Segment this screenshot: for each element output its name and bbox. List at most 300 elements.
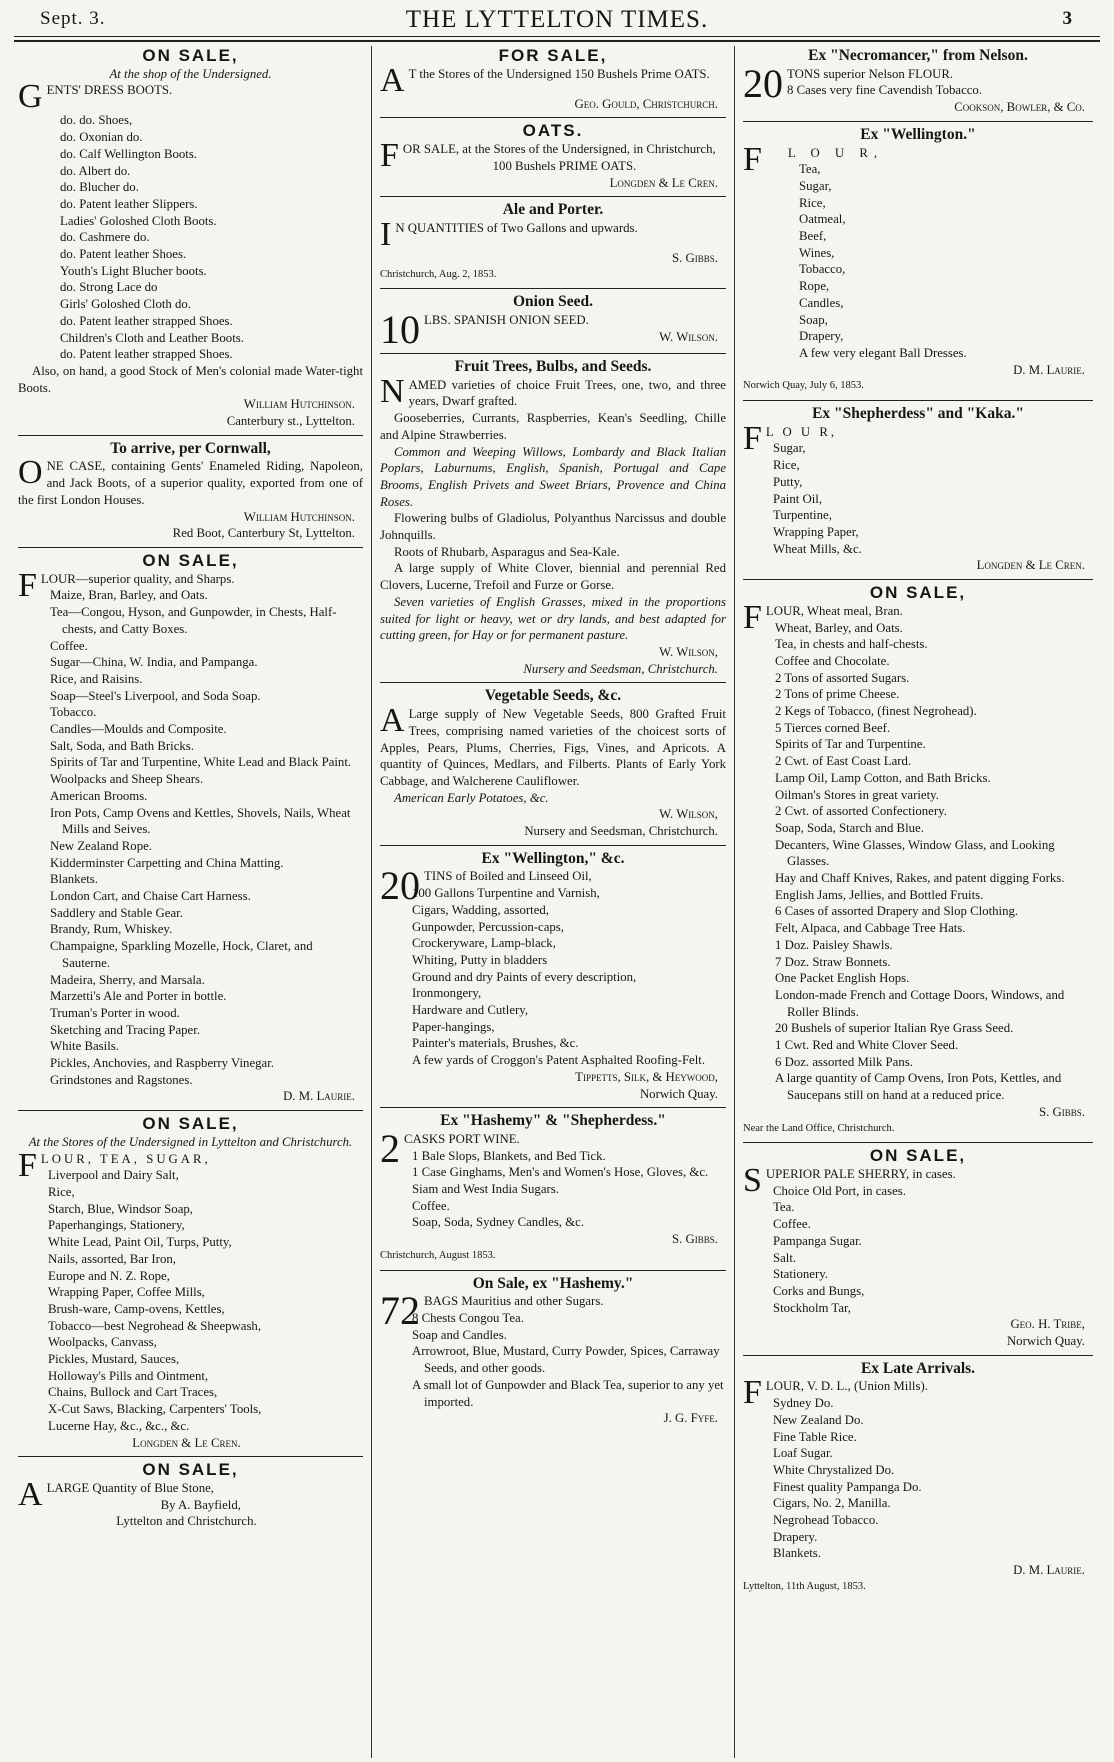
list-item: Candles,	[799, 295, 844, 310]
item-list	[380, 1148, 726, 1232]
advertiser-name: William Hutchinson.	[243, 397, 355, 412]
ad-heading: Ale and Porter.	[502, 201, 604, 219]
ad-heading: FOR SALE,	[498, 46, 608, 65]
advertiser-name: Longden & Le Cren.	[976, 558, 1085, 573]
list-item: Decanters, Wine Glasses, Window Glass, and Looking Glasses.	[775, 837, 1055, 869]
ad-rule	[18, 1456, 363, 1457]
advertiser-name: Geo. H. Tribe,	[1010, 1317, 1085, 1332]
list-item: Cigars, Wadding, assorted,	[412, 902, 549, 917]
list-item: Tea, in chests and half-chests.	[775, 637, 928, 652]
ad-text: T the Stores of the Undersigned 150 Bushels Prime OATS.	[408, 66, 710, 81]
list-item: 2 Tons of assorted Sugars.	[775, 670, 910, 685]
ad-flour-gibbs	[743, 585, 1093, 1137]
ad-rule	[380, 196, 726, 197]
list-item: London Cart, and Chaise Cart Harness.	[50, 889, 251, 904]
list-item: do. Albert do.	[60, 163, 131, 178]
item-list	[380, 1310, 726, 1410]
drop-cap: 10	[380, 307, 420, 353]
list-item: Sketching and Tracing Paper.	[50, 1022, 200, 1037]
ad-first-line: L O U R,	[765, 424, 838, 439]
ad-stores-longden	[18, 1116, 363, 1451]
ad-heading: Ex "Shepherdess" and "Kaka."	[812, 405, 1024, 423]
ad-date: Norwich Quay, July 6, 1853.	[743, 380, 864, 392]
advertiser-name: Tippetts, Silk, & Heywood,	[575, 1069, 718, 1084]
list-item: Salt.	[773, 1250, 797, 1265]
list-item: Nails, assorted, Bar Iron,	[48, 1251, 176, 1266]
drop-cap: A	[18, 1475, 43, 1513]
item-list	[743, 440, 1093, 557]
drop-cap: I	[380, 215, 392, 253]
advertiser-name: Cookson, Bowler, & Co.	[954, 100, 1085, 115]
list-item: Brandy, Rum, Whiskey.	[50, 922, 173, 937]
list-item: 8 Chests Congou Tea.	[412, 1311, 524, 1325]
drop-cap: O	[18, 454, 43, 492]
list-item: do. Cashmere do.	[60, 230, 150, 245]
ad-heading: Ex "Wellington."	[860, 125, 976, 143]
list-item: do. do. Shoes,	[60, 113, 133, 128]
advertiser-name: W. Wilson,	[659, 644, 718, 659]
list-item: do. Calf Wellington Boots.	[60, 146, 198, 161]
list-item: Madeira, Sherry, and Marsala.	[50, 972, 205, 987]
ad-text: OR SALE, at the Stores of the Undersigned, in Christchurch,	[402, 142, 716, 157]
list-item: Paperhangings, Stationery,	[48, 1218, 185, 1233]
list-item: Soap and Candles.	[412, 1327, 507, 1342]
ad-rule	[380, 117, 726, 118]
ad-first-line: LARGE Quantity of Blue Stone,	[46, 1480, 214, 1495]
list-item: 1 Bale Slops, Blankets, and Bed Tick.	[412, 1148, 606, 1163]
drop-cap: F	[743, 140, 762, 178]
list-item: Painter's materials, Brushes, &c.	[412, 1036, 579, 1051]
drop-cap: 20	[380, 863, 420, 909]
drop-cap: A	[380, 702, 405, 740]
list-item: Tea—Congou, Hyson, and Gunpowder, in Chests, Half-chests, and Catty Boxes.	[50, 605, 337, 636]
list-item: Lucerne Hay, &c., &c., &c.	[48, 1418, 190, 1433]
list-item: Rice,	[799, 195, 826, 210]
ad-note: Also, on hand, a good Stock of Men's colonial made Water-tight Boots.	[18, 363, 363, 395]
ad-heading: ON SALE,	[142, 1114, 239, 1134]
drop-cap: F	[18, 1146, 37, 1184]
list-item: Felt, Alpaca, and Cabbage Tree Hats.	[775, 921, 966, 936]
ad-first-line: BAGS Mauritius and other Sugars.	[424, 1294, 604, 1309]
list-item: Fine Table Rice.	[773, 1429, 857, 1444]
ad-late-arrivals	[743, 1361, 1093, 1596]
advertiser-name: D. M. Laurie.	[1013, 1563, 1085, 1578]
ad-ex-wellington	[380, 851, 726, 1103]
ad-text: N QUANTITIES of Two Gallons and upwards.	[395, 220, 638, 235]
advertiser-name: Longden & Le Cren.	[132, 1435, 241, 1450]
ad-paragraph: A large supply of White Clover, biennial and perennial Red Clovers, Lucerne, Trefoil and Furze or Gorse.	[380, 561, 726, 593]
column-3	[743, 46, 1093, 1758]
list-item: 2 Cwt. of assorted Confectionery.	[775, 804, 947, 819]
list-item: Hardware and Cutlery,	[412, 1003, 529, 1018]
ad-oats	[380, 123, 726, 191]
item-list	[18, 1167, 363, 1434]
list-item: 1 Case Ginghams, Men's and Women's Hose, Gloves, &c.	[412, 1165, 709, 1180]
list-item: Sugar—China, W. India, and Pampanga.	[50, 655, 258, 670]
ad-heading: ON SALE,	[869, 583, 967, 603]
ad-first-line: TINS of Boiled and Linseed Oil,	[424, 869, 592, 884]
list-item: Coffee.	[412, 1198, 450, 1213]
drop-cap: F	[743, 419, 762, 457]
list-item: Negrohead Tobacco.	[773, 1513, 879, 1528]
ad-line: 8 Cases very fine Cavendish Tobacco.	[787, 83, 983, 98]
list-item: Ladies' Goloshed Cloth Boots.	[60, 213, 217, 228]
list-item: Drapery,	[799, 329, 844, 344]
ad-first-line: ENTS' DRESS BOOTS.	[46, 83, 173, 98]
list-item: do. Patent leather strapped Shoes.	[60, 313, 233, 328]
ad-fruit-trees	[380, 359, 726, 677]
list-item: Chains, Bullock and Cart Traces,	[48, 1385, 218, 1400]
drop-cap: 2	[380, 1125, 400, 1171]
ad-vegetable-seeds	[380, 688, 726, 839]
list-item: Oatmeal,	[799, 212, 846, 227]
ad-heading: Onion Seed.	[512, 293, 594, 311]
list-item: 2 Cwt. of East Coast Lard.	[775, 754, 912, 769]
list-item: Coffee.	[50, 638, 88, 653]
ad-subheading: At the Stores of the Undersigned in Lyttelton and Christchurch.	[28, 1134, 353, 1149]
list-item: Arrowroot, Blue, Mustard, Curry Powder, Spices, Carraway Seeds, and other goods.	[412, 1344, 720, 1376]
advertiser-address: Norwich Quay.	[1006, 1334, 1085, 1349]
list-item: Siam and West India Sugars.	[412, 1182, 559, 1197]
list-item: 2 Tons of prime Cheese.	[775, 687, 900, 702]
ad-paragraph: Large supply of New Vegetable Seeds, 800 Grafted Fruit Trees, comprising named varieties of the choicest sorts of Apples, Pears, Plums, Cherries, Figs, Vines, and Apricots. A quantity of Quinces, Medlars, and Filberts. Plants of Early York Cabbage, and Walcherene Cauliflower.	[380, 707, 726, 788]
list-item: Pickles, Mustard, Sauces,	[48, 1352, 180, 1367]
ad-heading: Fruit Trees, Bulbs, and Seeds.	[454, 358, 652, 376]
advertiser-name: Geo. Gould, Christchurch.	[574, 96, 718, 111]
list-item: Coffee and Chocolate.	[775, 653, 890, 668]
list-item: Truman's Porter in wood.	[50, 1005, 180, 1020]
drop-cap: F	[380, 137, 399, 175]
ad-boots-on-sale	[18, 48, 363, 430]
list-item: A small lot of Gunpowder and Black Tea, superior to any yet imported.	[412, 1377, 724, 1409]
ad-paragraph: Seven varieties of English Grasses, mixed in the proportions suited for light or heavy, wet or dry lands, and best adapted for cutting green, for Hay or for permanent pasture.	[380, 594, 726, 643]
list-item: Tea,	[799, 162, 821, 177]
list-item: Tobacco—best Negrohead & Sheepwash,	[48, 1318, 262, 1333]
ad-paragraph: Gooseberries, Currants, Raspberries, Kean's Seedling, Chille and Alpine Strawberries.	[380, 411, 726, 442]
advertiser-name: S. Gibbs.	[672, 1232, 718, 1247]
list-item: Rice,	[773, 458, 800, 473]
list-item: Youth's Light Blucher boots.	[60, 263, 207, 278]
list-item: Pickles, Anchovies, and Raspberry Vinegar.	[50, 1056, 274, 1071]
ad-heading: On Sale, ex "Hashemy."	[472, 1274, 634, 1292]
list-item: Drapery.	[773, 1529, 818, 1544]
advertiser-name: D. M. Laurie.	[283, 1089, 355, 1104]
ad-date: Christchurch, Aug. 2, 1853.	[380, 268, 497, 280]
column-divider	[371, 46, 372, 1758]
item-list	[18, 112, 363, 363]
ad-rule	[380, 353, 726, 354]
ad-paragraph: Common and Weeping Willows, Lombardy and Black Italian Poplars, Laburnums, English, Spanish, Portugal and Cape Brooms, English Privets and Sweet Briars, Provence and China Roses.	[380, 444, 726, 509]
ad-heading: ON SALE,	[142, 46, 239, 65]
list-item: Beef,	[799, 229, 827, 244]
list-item: Crockeryware, Lamp-black,	[412, 936, 556, 951]
drop-cap: 20	[743, 60, 783, 106]
newspaper-title: THE LYTTELTON TIMES.	[405, 6, 709, 33]
list-item: 7 Doz. Straw Bonnets.	[775, 954, 891, 969]
list-item: 5 Tierces corned Beef.	[775, 720, 891, 735]
list-item: do. Patent leather strapped Shoes.	[60, 347, 233, 362]
ad-paragraph: Flowering bulbs of Gladiolus, Polyanthus Narcissus and double Johnquills.	[380, 511, 726, 543]
advertiser-name: W. Wilson,	[659, 807, 718, 822]
advertiser-address: Red Boot, Canterbury St, Lyttelton.	[172, 526, 355, 541]
list-item: Paint Oil,	[773, 491, 823, 506]
list-item: Marzetti's Ale and Porter in bottle.	[50, 989, 227, 1004]
list-item: Rope,	[799, 279, 830, 294]
drop-cap: G	[18, 78, 43, 116]
list-item: English Jams, Jellies, and Bottled Fruits.	[775, 887, 984, 902]
drop-cap: F	[18, 566, 37, 604]
ad-sugars-hashemy	[380, 1276, 726, 1427]
ad-heading: OATS.	[522, 121, 584, 141]
ad-rule	[743, 121, 1093, 122]
list-item: Tobacco,	[799, 262, 846, 277]
list-item: Candles—Moulds and Composite.	[50, 722, 227, 737]
ad-ex-wellington-flour	[743, 127, 1093, 395]
list-item: Kidderminster Carpetting and China Matting.	[50, 855, 284, 870]
ad-date: Lyttelton, 11th August, 1853.	[743, 1580, 866, 1592]
header-rule	[14, 40, 1100, 42]
ad-heading: Vegetable Seeds, &c.	[484, 687, 622, 705]
ad-necromancer	[743, 48, 1093, 116]
ad-flour-laurie	[18, 550, 363, 1105]
list-item: Maize, Bran, Barley, and Oats.	[50, 588, 208, 603]
ad-rule	[743, 400, 1093, 401]
list-item: Putty,	[773, 474, 803, 489]
ad-rule	[380, 1107, 726, 1108]
list-item: Whiting, Putty in bladders	[412, 952, 548, 967]
list-item: 100 Gallons Turpentine and Varnish,	[412, 886, 600, 901]
ad-rule	[743, 1142, 1093, 1143]
ad-rule	[380, 682, 726, 683]
ad-subheading: At the shop of the Undersigned.	[109, 66, 272, 81]
drop-cap: N	[380, 372, 405, 410]
list-item: Loaf Sugar.	[773, 1446, 833, 1461]
list-item: 6 Cases of assorted Drapery and Slop Clothing.	[775, 904, 1019, 919]
list-item: Starch, Blue, Windsor Soap,	[48, 1201, 193, 1216]
ad-rule	[18, 547, 363, 548]
issue-date: Sept. 3.	[40, 8, 106, 29]
advertiser-address: Nursery and Seedsman, Christchurch.	[524, 824, 718, 839]
ad-heading: To arrive, per Cornwall,	[110, 439, 271, 457]
list-item: X-Cut Saws, Blacking, Carpenters' Tools,	[48, 1402, 262, 1417]
advertiser-address: Lyttelton and Christchurch.	[116, 1514, 257, 1529]
item-list	[743, 161, 1093, 361]
list-item: Spirits of Tar and Turpentine.	[775, 737, 926, 752]
list-item: Brush-ware, Camp-ovens, Kettles,	[48, 1301, 225, 1316]
list-item: New Zealand Do.	[773, 1412, 864, 1427]
list-item: Stockholm Tar,	[773, 1300, 851, 1315]
drop-cap: A	[380, 61, 405, 99]
list-item: Sugar,	[799, 178, 832, 193]
list-item: 1 Cwt. Red and White Clover Seed.	[775, 1038, 959, 1053]
ad-first-line: UPERIOR PALE SHERRY, in cases.	[765, 1167, 956, 1181]
list-item: London-made French and Cottage Doors, Windows, and Roller Blinds.	[775, 987, 1065, 1019]
list-item: Wheat, Barley, and Oats.	[775, 620, 903, 635]
item-list	[380, 885, 726, 1069]
list-item: Sydney Do.	[773, 1396, 834, 1411]
advertiser-name: J. G. Fyfe.	[663, 1411, 718, 1426]
list-item: Spirits of Tar and Turpentine, White Lead and Black Paint.	[50, 755, 352, 770]
list-item: Tobacco.	[50, 705, 97, 720]
list-item: Liverpool and Dairy Salt,	[48, 1168, 179, 1183]
ad-first-line: LOUR, Wheat meal, Bran.	[765, 603, 903, 618]
list-item: Turpentine,	[773, 508, 832, 523]
ad-rule	[18, 1110, 363, 1111]
list-item: Finest quality Pampanga Do.	[773, 1479, 922, 1494]
list-item: Choice Old Port, in cases.	[773, 1183, 906, 1198]
list-item: Girls' Goloshed Cloth do.	[60, 297, 191, 312]
list-item: Pampanga Sugar.	[773, 1233, 862, 1248]
list-item: Europe and N. Z. Rope,	[48, 1268, 170, 1283]
list-item: Cigars, No. 2, Manilla.	[773, 1496, 891, 1511]
list-item: Soap—Steel's Liverpool, and Soda Soap.	[50, 688, 261, 703]
list-item: Gunpowder, Percussion-caps,	[412, 919, 564, 934]
list-item: White Lead, Paint Oil, Turps, Putty,	[48, 1235, 232, 1250]
list-item: Rice,	[48, 1185, 75, 1199]
list-item: One Packet English Hops.	[775, 971, 910, 986]
list-item: Oilman's Stores in great variety.	[775, 787, 939, 802]
ad-text: LBS. SPANISH ONION SEED.	[424, 313, 589, 328]
ad-shepherdess-kaka	[743, 406, 1093, 574]
ad-first-line: LOUR, V. D. L., (Union Mills).	[765, 1379, 928, 1394]
list-item: Woolpacks and Sheep Shears.	[50, 772, 204, 787]
list-item: Soap, Soda, Sydney Candles, &c.	[412, 1215, 585, 1230]
advertiser-name: Longden & Le Cren.	[609, 175, 718, 190]
item-list	[743, 1395, 1093, 1562]
list-item: Salt, Soda, and Bath Bricks.	[50, 738, 194, 753]
ad-blue-stone	[18, 1462, 363, 1530]
list-item: Iron Pots, Camp Ovens and Kettles, Shovels, Nails, Wheat Mills and Seives.	[50, 805, 351, 837]
ad-ale-porter	[380, 202, 726, 283]
ad-rule	[380, 845, 726, 846]
item-list	[743, 620, 1093, 1104]
ad-paragraph: Roots of Rhubarb, Asparagus and Sea-Kale.	[394, 544, 620, 559]
list-item: Tea.	[773, 1200, 795, 1215]
list-item: White Basils.	[50, 1039, 119, 1054]
list-item: American Brooms.	[50, 788, 148, 803]
advertiser-address: Norwich Quay.	[639, 1086, 718, 1101]
list-item: Blankets.	[773, 1546, 821, 1561]
column-1	[18, 46, 363, 1758]
advertiser-name: W. Wilson.	[659, 329, 718, 344]
ad-onion-seed	[380, 293, 726, 353]
list-item: Saddlery and Stable Gear.	[50, 905, 183, 920]
list-item: do. Patent leather Slippers.	[60, 196, 198, 211]
list-item: Ground and dry Paints of every description,	[412, 969, 637, 984]
column-divider	[734, 46, 735, 1758]
advertiser-name: S. Gibbs.	[1039, 1104, 1085, 1119]
ad-paragraph: American Early Potatoes, &c.	[394, 790, 549, 805]
list-item: A large quantity of Camp Ovens, Iron Pots, Kettles, and Saucepans still on hand at a reduced price.	[775, 1071, 1062, 1103]
ad-first-line: CASKS PORT WINE.	[404, 1131, 520, 1146]
ad-cornwall	[18, 441, 363, 542]
advertiser-name: D. M. Laurie.	[1013, 362, 1085, 377]
list-item: Sugar,	[773, 441, 806, 456]
ad-for-sale-oats	[380, 48, 726, 112]
list-item: 2 Kegs of Tobacco, (finest Negrohead).	[775, 704, 977, 719]
ad-line: 100 Bushels PRIME OATS.	[492, 158, 637, 173]
advertiser-name: S. Gibbs.	[672, 250, 718, 265]
ad-rule	[18, 435, 363, 436]
list-item: A few yards of Croggon's Patent Asphalted Roofing-Felt.	[412, 1053, 706, 1068]
ad-heading: Ex "Hashemy" & "Shepherdess."	[440, 1112, 666, 1130]
list-item: do. Strong Lace do	[60, 280, 158, 295]
list-item: Wrapping Paper, Coffee Mills,	[48, 1285, 205, 1300]
advertiser-name: William Hutchinson.	[243, 509, 355, 524]
ad-first-line: TONS superior Nelson FLOUR.	[787, 66, 954, 81]
drop-cap: 72	[380, 1288, 420, 1334]
ad-paragraph: AMED varieties of choice Fruit Trees, one, two, and three years, Dwarf grafted.	[408, 377, 726, 409]
ad-text: NE CASE, containing Gents' Enameled Riding, Napoleon, and Jack Boots, of a superior quality, exported from one of the first London Houses.	[18, 459, 363, 507]
list-item: Coffee.	[773, 1217, 811, 1232]
list-item: 20 Bushels of superior Italian Rye Grass Seed.	[775, 1021, 1014, 1036]
list-item: Soap, Soda, Starch and Blue.	[775, 820, 924, 835]
ad-port-wine	[380, 1113, 726, 1264]
list-item: White Chrystalized Do.	[773, 1462, 895, 1477]
list-item: Woolpacks, Canvass,	[48, 1335, 157, 1350]
item-list	[18, 587, 363, 1088]
list-item: Holloway's Pills and Ointment,	[48, 1368, 209, 1383]
list-item: Wrapping Paper,	[773, 524, 859, 539]
list-item: Hay and Chaff Knives, Rakes, and patent digging Forks.	[775, 871, 1065, 886]
list-item: do. Patent leather Shoes.	[60, 247, 187, 262]
ad-sherry	[743, 1148, 1093, 1349]
ad-rule	[380, 1270, 726, 1271]
ad-heading: Ex "Wellington," &c.	[481, 849, 625, 867]
masthead	[14, 6, 1100, 37]
ad-rule	[380, 288, 726, 289]
page-number: 3	[1062, 8, 1072, 29]
ad-date: Near the Land Office, Christchurch.	[743, 1122, 895, 1134]
ad-heading: ON SALE,	[142, 1460, 239, 1480]
list-item: Paper-hangings,	[412, 1019, 495, 1034]
list-item: Champaigne, Sparkling Mozelle, Hock, Claret, and Sauterne.	[50, 939, 313, 970]
list-item: Wines,	[799, 245, 835, 260]
drop-cap: F	[743, 598, 762, 636]
list-item: Grindstones and Ragstones.	[50, 1072, 193, 1087]
drop-cap: F	[743, 1374, 762, 1412]
ad-heading: Ex "Necromancer," from Nelson.	[808, 47, 1028, 64]
list-item: do. Oxonian do.	[60, 130, 143, 145]
list-item: Rice, and Raisins.	[50, 671, 143, 686]
list-item: Children's Cloth and Leather Boots.	[60, 330, 244, 345]
ad-date: Christchurch, August 1853.	[380, 1249, 496, 1261]
list-item: Stationery.	[773, 1267, 828, 1282]
ad-heading: Ex Late Arrivals.	[860, 1359, 976, 1377]
ad-heading: ON SALE,	[869, 1146, 967, 1166]
list-item: Ironmongery,	[412, 986, 482, 1001]
list-item: A few very elegant Ball Dresses.	[799, 345, 967, 360]
list-item: Lamp Oil, Lamp Cotton, and Bath Bricks.	[775, 770, 991, 785]
ad-first-line: LOUR, TEA, SUGAR,	[40, 1151, 211, 1166]
advertiser-name: By A. Bayfield,	[160, 1497, 241, 1512]
ad-rule	[743, 579, 1093, 580]
ad-rule	[743, 1355, 1093, 1356]
drop-cap: S	[743, 1162, 762, 1199]
ad-first-line: L O U R,	[787, 145, 884, 160]
column-2	[380, 46, 726, 1758]
list-item: New Zealand Rope.	[50, 838, 152, 853]
list-item: 1 Doz. Paisley Shawls.	[775, 937, 893, 952]
list-item: 6 Doz. assorted Milk Pans.	[775, 1054, 913, 1069]
item-list	[743, 1183, 1093, 1317]
list-item: Wheat Mills, &c.	[773, 541, 862, 556]
list-item: Corks and Bungs,	[773, 1283, 865, 1298]
list-item: Soap,	[799, 312, 828, 327]
list-item: do. Blucher do.	[60, 180, 139, 195]
advertiser-address: Canterbury st., Lyttelton.	[226, 414, 355, 429]
advertiser-address: Nursery and Seedsman, Christchurch.	[523, 661, 718, 676]
